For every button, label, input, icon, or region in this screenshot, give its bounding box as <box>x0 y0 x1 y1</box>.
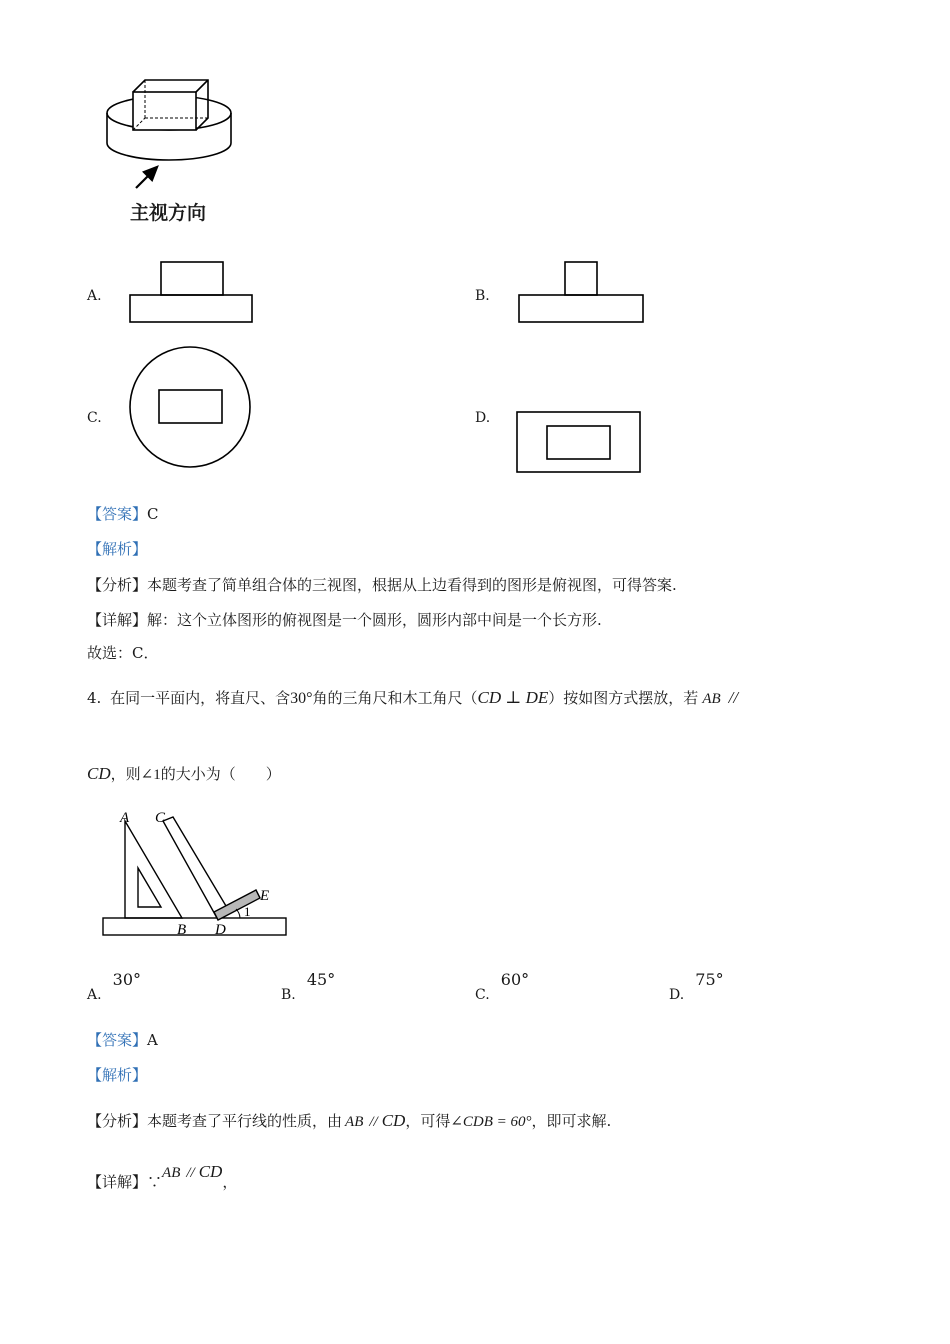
q3-option-d: D. <box>475 410 491 426</box>
analysis-ab: AB <box>345 1114 364 1130</box>
q4-number: 4. <box>87 689 102 707</box>
analysis-part1: 本题考查了平行线的性质，由 <box>147 1112 343 1130</box>
answer-value: A <box>147 1031 158 1049</box>
detail-cd: CD <box>198 1162 223 1181</box>
q4-option-c <box>475 970 530 1003</box>
view-direction-arrow <box>136 167 157 188</box>
q3-option-c: C. <box>87 410 102 426</box>
q4-option-b <box>281 970 336 1003</box>
analysis-parallel: // <box>369 1114 378 1130</box>
q4-stem-line2 <box>87 764 281 785</box>
label-d: D <box>215 922 226 938</box>
q4-option-b-letter: B. <box>281 987 296 1003</box>
q4-option-a-letter: A. <box>87 987 102 1003</box>
q4-option-c-value: 60° <box>500 970 530 989</box>
q3-conclusion: 故选：C． <box>87 644 159 662</box>
q4-stem-part3: ）按如图方式摆放，若 <box>548 689 699 707</box>
q3-analysis <box>87 575 677 595</box>
q4-angle1: ∠1 <box>140 767 161 783</box>
analysis-text: 本题考查了简单组合体的三视图，根据从上边看得到的图形是俯视图，可得答案. <box>147 576 677 594</box>
q3-option-d-figure <box>515 410 645 475</box>
q4-analysis <box>87 1111 611 1132</box>
q4-stem-part4: ，则 <box>110 765 141 783</box>
q4-parallel: // <box>728 688 739 707</box>
q3-option-a-figure <box>128 258 258 328</box>
q4-option-d <box>669 970 724 1003</box>
q4-stem-part1: 在同一平面内，将直尺、含 <box>110 689 291 707</box>
q4-angle30: 30° <box>290 690 313 707</box>
because-symbol: ∵ <box>147 1173 163 1191</box>
q4-perp-expr: CD ⊥ DE <box>477 688 549 707</box>
q4-figure <box>100 808 300 938</box>
q4-stem-part5: 的大小为（ ） <box>160 765 281 783</box>
analysis-tag: 【分析】 <box>87 1112 148 1130</box>
detail-tag: 【详解】 <box>87 611 148 629</box>
answer-tag: 【答案】 <box>87 1031 148 1049</box>
label-e: E <box>260 888 270 904</box>
detail-tag: 【详解】 <box>87 1173 148 1191</box>
detail-comma: ， <box>222 1173 238 1191</box>
analysis-part3: ，即可求解. <box>531 1112 612 1130</box>
view-direction-label: 主视方向 <box>130 202 207 224</box>
q4-answer <box>87 1030 158 1050</box>
q3-answer <box>87 504 159 524</box>
q4-option-b-value: 45° <box>306 970 336 989</box>
analysis-expr: ∠CDB = 60° <box>450 1114 532 1130</box>
q3-option-b-figure <box>517 258 647 328</box>
q3-option-a: A. <box>87 288 102 304</box>
q4-stem-line1 <box>87 688 738 709</box>
label-angle-1: 1 <box>244 904 251 919</box>
q3-detail <box>87 610 602 630</box>
analysis-part2: ，可得 <box>405 1112 451 1130</box>
q4-option-d-letter: D. <box>669 987 685 1003</box>
answer-value: C <box>147 505 159 523</box>
q4-option-a <box>87 970 142 1003</box>
analysis-tag: 【分析】 <box>87 576 148 594</box>
q3-explain-tag: 【解析】 <box>87 540 148 558</box>
q3-option-c-figure <box>128 345 253 470</box>
label-c: C <box>155 810 166 826</box>
q4-explain-tag: 【解析】 <box>87 1066 148 1084</box>
q4-stem-part2: 角的三角尺和木工角尺（ <box>312 689 478 707</box>
q3-option-b: B. <box>475 288 490 304</box>
q4-option-a-value: 30° <box>112 970 142 989</box>
solid-figure <box>100 75 240 205</box>
q4-detail <box>87 1162 238 1193</box>
detail-ab: AB <box>162 1165 181 1181</box>
answer-tag: 【答案】 <box>87 505 148 523</box>
label-a: A <box>120 810 130 826</box>
q4-option-c-letter: C. <box>475 987 490 1003</box>
analysis-cd: CD <box>381 1111 406 1130</box>
q4-cd: CD <box>87 764 111 783</box>
label-b: B <box>177 922 187 938</box>
detail-text: 解：这个立体图形的俯视图是一个圆形，圆形内部中间是一个长方形. <box>147 611 602 629</box>
q4-option-d-value: 75° <box>695 970 724 989</box>
q4-ab: AB <box>702 691 721 707</box>
detail-parallel: // <box>186 1165 195 1181</box>
